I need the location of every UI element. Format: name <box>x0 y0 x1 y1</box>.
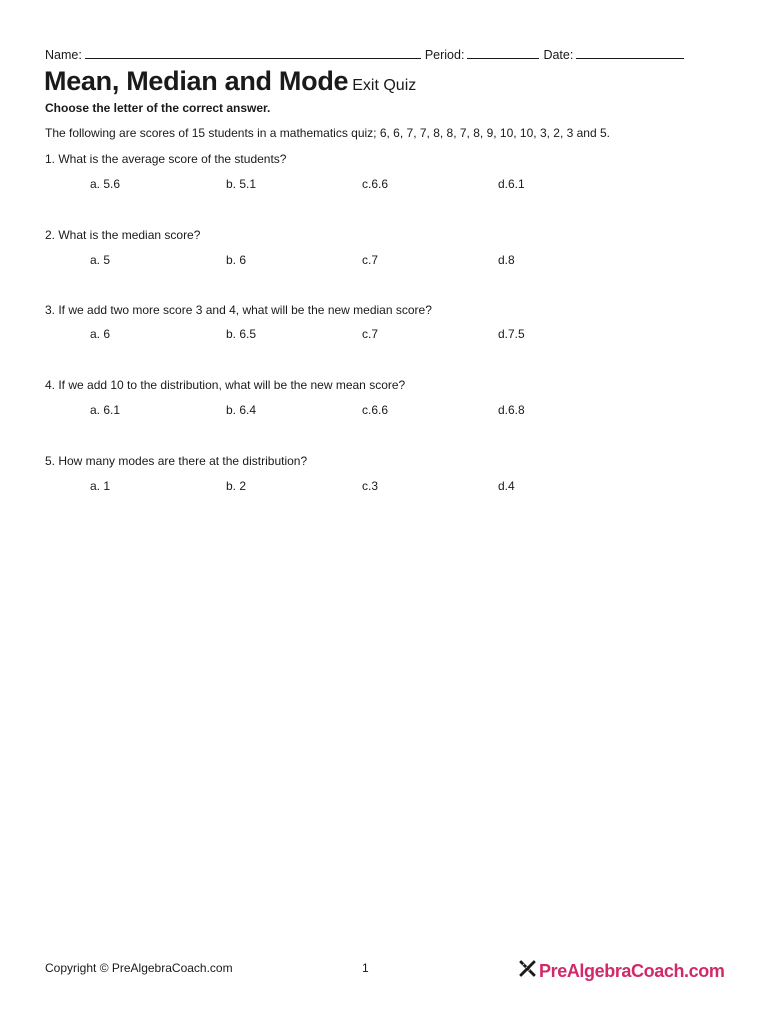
name-label: Name: <box>45 48 82 62</box>
option-d: d.4 <box>498 479 515 493</box>
question-1: 1. What is the average score of the students? <box>45 152 287 166</box>
option-d: d.6.1 <box>498 177 525 191</box>
option-d: d.6.8 <box>498 403 525 417</box>
option-a: a. 1 <box>90 479 111 493</box>
title-sub: Exit Quiz <box>352 77 417 94</box>
date-blank <box>576 47 684 59</box>
option-a: a. 6.1 <box>90 403 121 417</box>
option-c: c.6.6 <box>362 403 389 417</box>
question-4-options <box>90 403 690 419</box>
option-a: a. 5 <box>90 253 111 267</box>
option-b: b. 6 <box>226 253 247 267</box>
date-label: Date: <box>543 48 574 62</box>
option-d: d.7.5 <box>498 327 525 341</box>
option-b: b. 6.4 <box>226 403 257 417</box>
brand-logo <box>518 958 724 984</box>
option-a: a. 6 <box>90 327 111 341</box>
option-d: d.8 <box>498 253 515 267</box>
question-5-options <box>90 479 690 495</box>
title-main: Mean, Median and Mode <box>44 66 349 96</box>
question-2: 2. What is the median score? <box>45 228 201 242</box>
page-title <box>44 66 416 97</box>
page-number: 1 <box>362 961 369 975</box>
option-b: b. 6.5 <box>226 327 257 341</box>
option-c: c.7 <box>362 327 379 341</box>
instructions: Choose the letter of the correct answer. <box>45 101 271 115</box>
option-c: c.3 <box>362 479 379 493</box>
question-5: 5. How many modes are there at the distribution? <box>45 454 308 468</box>
question-4: 4. If we add 10 to the distribution, what will be the new mean score? <box>45 378 406 392</box>
option-c: c.6.6 <box>362 177 389 191</box>
option-c: c.7 <box>362 253 379 267</box>
option-b: b. 2 <box>226 479 247 493</box>
question-1-options <box>90 177 690 193</box>
question-3: 3. If we add two more score 3 and 4, what will be the new median score? <box>45 303 432 317</box>
period-blank <box>467 47 539 59</box>
problem-intro: The following are scores of 15 students in a mathematics quiz; 6, 6, 7, 7, 8, 8, 7, 8, 9, 10, 10, 3, 2, 3 and 5. <box>45 126 610 140</box>
copyright-notice: Copyright © PreAlgebraCoach.com <box>45 961 233 975</box>
pencil-ruler-icon <box>518 959 539 983</box>
question-2-options <box>90 253 690 269</box>
period-label: Period: <box>424 48 465 62</box>
option-a: a. 5.6 <box>90 177 121 191</box>
brand-name: PreAlgebraCoach.com <box>539 960 725 981</box>
name-blank <box>85 47 421 59</box>
option-b: b. 5.1 <box>226 177 257 191</box>
question-3-options <box>90 327 690 343</box>
student-info-line <box>45 47 688 62</box>
